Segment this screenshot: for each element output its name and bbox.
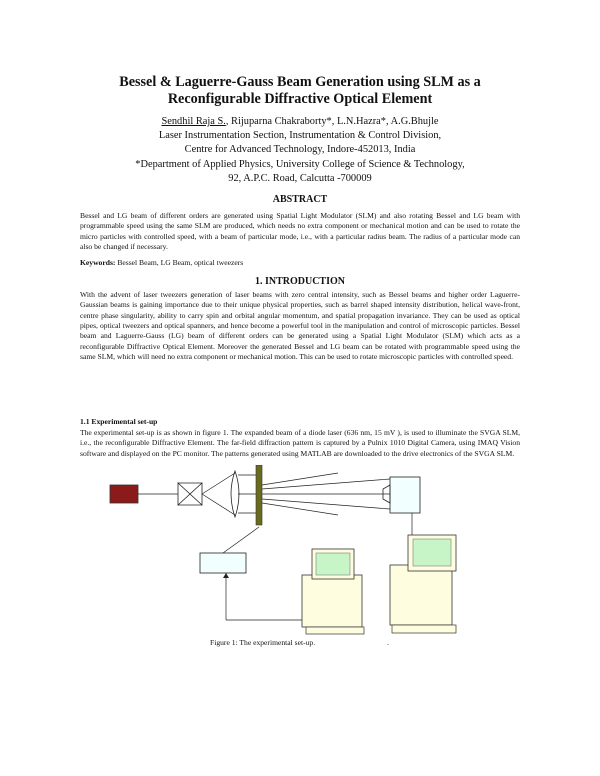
computer-2-keyboard bbox=[392, 625, 456, 633]
keywords bbox=[80, 258, 520, 268]
computer-2-tower bbox=[390, 565, 452, 625]
affiliation-3: *Department of Applied Physics, University College of Science & Technology, bbox=[135, 158, 465, 170]
computer-1-tower bbox=[302, 575, 362, 627]
computer-1-screen bbox=[316, 553, 350, 575]
abstract-text: Bessel and LG beam of different orders are generated using Spatial Light Modulator (SLM) and also rotating Bessel and LG beam with programmable speed using the same SLM are produced, which needs no extra component or mechanical motion and can be used to rotate the micro particles with controlled speed, with a beam of particular mode, i.e., with a particular radius beam. The radius of a particular mode can also be changed if necessary. bbox=[80, 211, 520, 252]
other-authors: , Rijuparna Chakraborty*, L.N.Hazra*, A.G.Bhujle bbox=[225, 116, 439, 127]
trailing-mark: . bbox=[387, 638, 389, 647]
expanding-beam-bottom bbox=[202, 494, 235, 515]
first-author: Sendhil Raja S. bbox=[161, 116, 226, 127]
setup-text: The experimental set-up is as shown in figure 1. The expanded beam of a diode laser (636 nm, 15 mV ), is used to illuminate the SVGA SLM, i.e., the reconfigurable Diffractive Element. The far-field diffraction pattern is captured by a Pulnix 1010 Digital Camera, using IMAQ Vision software and displayed on the PC monitor. The patterns generated using MATLAB are downloaded to the drive electronics of the SVGA SLM. bbox=[80, 428, 520, 458]
diffracted-beam-2 bbox=[262, 479, 390, 489]
keywords-text: Bessel Beam, LG Beam, optical tweezers bbox=[115, 258, 244, 267]
diffracted-beam-1 bbox=[262, 473, 338, 485]
diffracted-beam-5 bbox=[262, 503, 338, 515]
slm-panel bbox=[256, 465, 262, 525]
subsection-heading: 1.1 Experimental set-up bbox=[80, 417, 158, 426]
title-line-2: Reconfigurable Diffractive Optical Element bbox=[167, 91, 433, 107]
introduction-text: With the advent of laser tweezers generation of laser beams with zero central intensity, such as Bessel beams and higher order Laguerre-Gaussian beams is gaining importance due to their unique physical properties, such as barrel shaped intensity distribution, helical wave-front, centre phase singularity, ability to carry spin and orbital angular momentum, and spatial propagation invariance. They can be used as optical pipes, optical tweezers and optical spanners, and hence become a powerful tool in the manipulation and control of microscopic particles. Bessel beam and Laguerre-Gauss (LG) beam of different orders can be generated using a Spatial Light Modulator (SLM) which acts as a reconfigurable Diffractive Optical Element. Moreover the generated Bessel and LG beam can be rotated with programmable speed using the same SLM, which will need no extra component or mechanical motion. This can be used to rotate microscopic particles with controlled speed. bbox=[80, 290, 520, 362]
author-block bbox=[60, 115, 540, 186]
experimental-setup-figure bbox=[90, 465, 530, 645]
spatial-filter-left bbox=[178, 483, 190, 505]
drive-cable-arrow bbox=[223, 573, 229, 578]
section-introduction-heading: 1. INTRODUCTION bbox=[254, 276, 345, 287]
drive-electronics-box bbox=[200, 553, 246, 573]
spatial-filter-right bbox=[190, 483, 202, 505]
camera-body bbox=[390, 477, 420, 513]
author-line bbox=[60, 115, 540, 129]
computer-1-keyboard bbox=[306, 627, 364, 634]
slm-drive-link bbox=[223, 527, 259, 553]
figure-caption: Figure 1: The experimental set-up. bbox=[210, 638, 316, 647]
expanding-beam-top bbox=[202, 473, 235, 494]
paper-title bbox=[60, 74, 540, 108]
abstract-heading: ABSTRACT bbox=[272, 194, 328, 205]
laser-source bbox=[110, 485, 138, 503]
collimating-lens bbox=[231, 471, 239, 517]
title-line-1: Bessel & Laguerre-Gauss Beam Generation using SLM as a bbox=[119, 74, 481, 90]
affiliation-4: 92, A.P.C. Road, Calcutta -700009 bbox=[228, 172, 372, 184]
affiliation-2: Centre for Advanced Technology, Indore-452013, India bbox=[184, 144, 416, 156]
affiliation-1: Laser Instrumentation Section, Instrumentation & Control Division, bbox=[158, 130, 442, 142]
computer-2-screen bbox=[413, 539, 451, 566]
diffracted-beam-4 bbox=[262, 499, 390, 509]
keywords-label: Keywords: bbox=[80, 258, 116, 267]
